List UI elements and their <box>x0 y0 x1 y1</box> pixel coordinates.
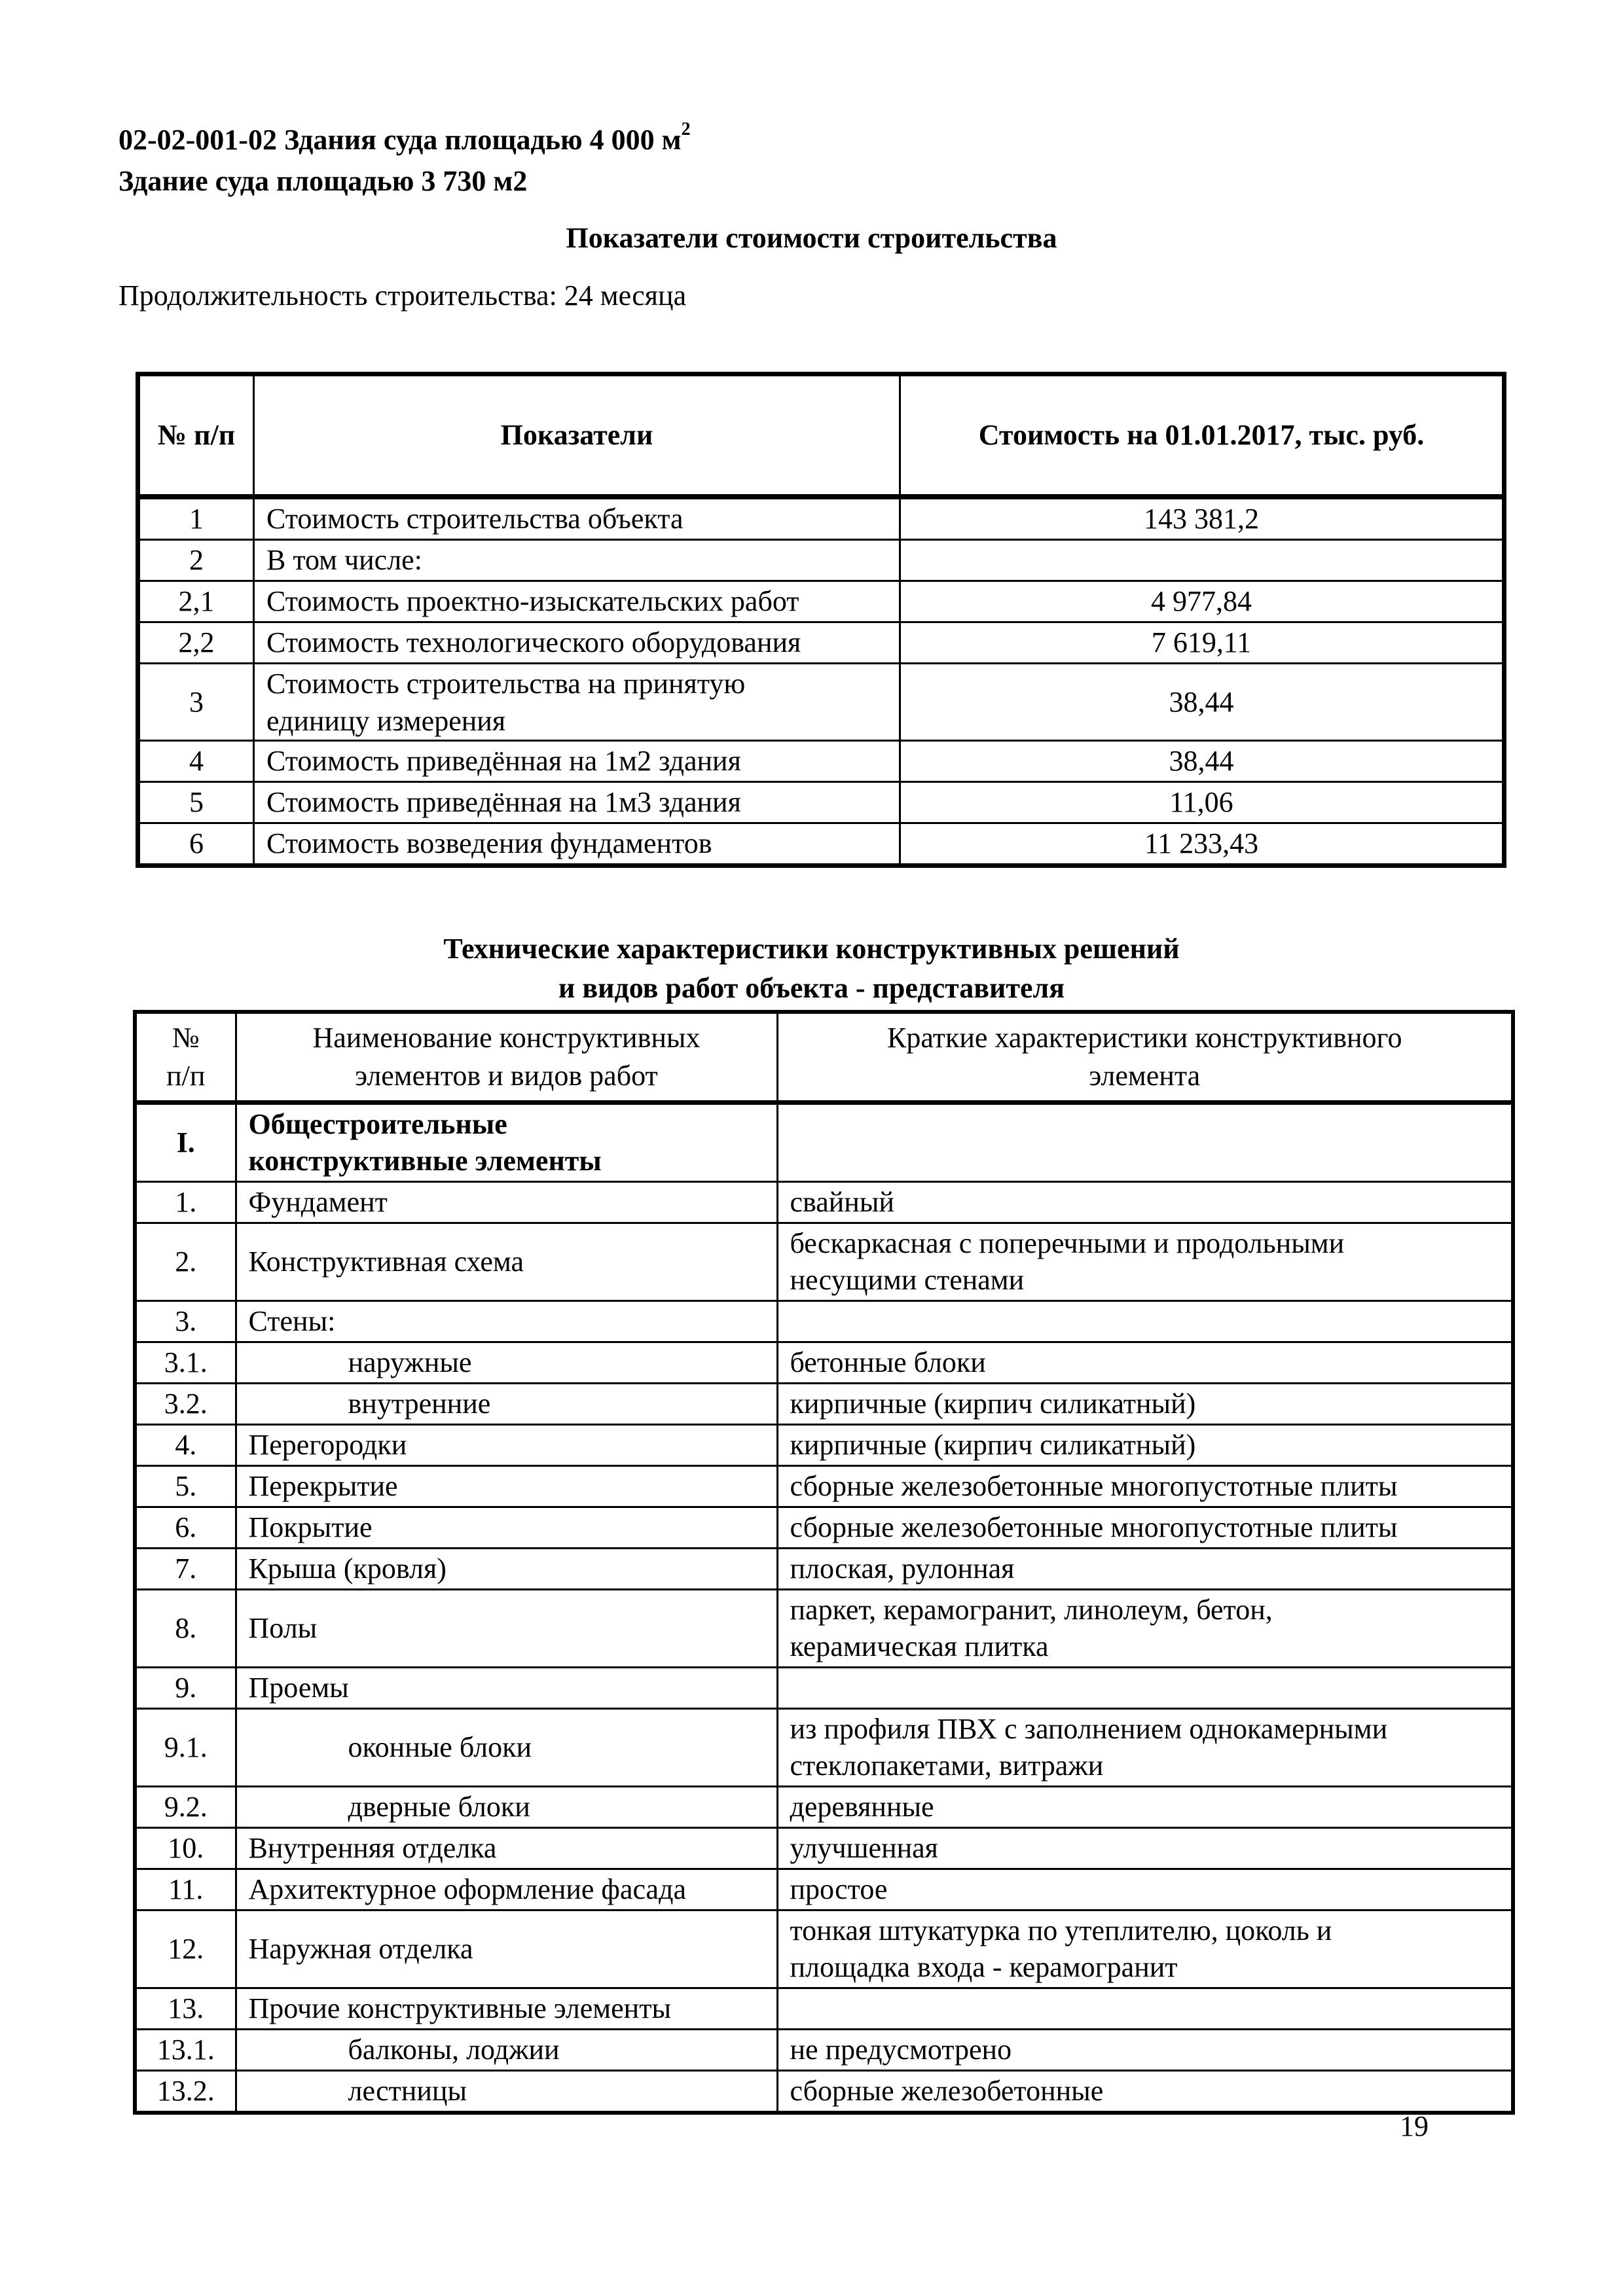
row-element-name: внутренние <box>236 1384 777 1425</box>
section-title-cost: Показатели стоимости строительства <box>566 222 1057 254</box>
row-label: Стоимость приведённая на 1м3 здания <box>254 782 900 823</box>
row-num: 6. <box>135 1507 236 1549</box>
row-num: 1. <box>135 1182 236 1223</box>
column-header-num: № п/п <box>138 374 254 497</box>
row-description <box>777 1103 1513 1182</box>
row-element-name: Наружная отделка <box>236 1910 777 1988</box>
row-description: свайный <box>777 1182 1513 1223</box>
table-row <box>138 664 1504 741</box>
row-element-name: Стены: <box>236 1301 777 1342</box>
table-row <box>138 540 1504 581</box>
column-header-num <box>135 1012 236 1103</box>
column-header-desc-line: элемента <box>1089 1060 1201 1092</box>
row-value: 38,44 <box>900 664 1504 741</box>
row-element-name-line: конструктивные элементы <box>248 1145 602 1177</box>
row-description-line: тонкая штукатурка по утеплителю, цоколь и <box>790 1914 1332 1946</box>
column-header-desc-line: Краткие характеристики конструктивного <box>887 1022 1402 1054</box>
table-row <box>138 497 1504 540</box>
row-label: Стоимость возведения фундаментов <box>254 823 900 866</box>
row-description-line: несущими стенами <box>790 1264 1025 1296</box>
row-description <box>777 1988 1513 2030</box>
row-num: 3.1. <box>135 1342 236 1384</box>
row-num: 4. <box>135 1425 236 1466</box>
row-description: сборные железобетонные многопустотные плиты <box>777 1507 1513 1549</box>
row-description-line: площадка входа - керамогранит <box>790 1951 1178 1983</box>
row-description: бетонные блоки <box>777 1342 1513 1384</box>
row-num: 3.2. <box>135 1384 236 1425</box>
table-row <box>135 1466 1513 1507</box>
row-description: улучшенная <box>777 1828 1513 1869</box>
column-header-cost: Стоимость на 01.01.2017, тыс. руб. <box>900 374 1504 497</box>
table-row <box>135 2071 1513 2113</box>
row-num: 13. <box>135 1988 236 2030</box>
row-description: плоская, рулонная <box>777 1549 1513 1590</box>
document-subtitle: Здание суда площадью 3 730 м2 <box>119 165 528 197</box>
row-num: 12. <box>135 1910 236 1988</box>
row-element-name-line: Общестроительные <box>248 1108 507 1140</box>
row-num: 7. <box>135 1549 236 1590</box>
row-element-name: Конструктивная схема <box>236 1223 777 1301</box>
row-element-name <box>236 1103 777 1182</box>
table-row <box>135 1787 1513 1828</box>
table-row <box>135 1828 1513 1869</box>
table-row <box>138 741 1504 782</box>
row-element-name: Покрытие <box>236 1507 777 1549</box>
row-value: 11 233,43 <box>900 823 1504 866</box>
row-num: 10. <box>135 1828 236 1869</box>
table-row <box>138 823 1504 866</box>
row-num: 3. <box>135 1301 236 1342</box>
row-value <box>900 540 1504 581</box>
row-value: 38,44 <box>900 741 1504 782</box>
table-row <box>135 1507 1513 1549</box>
table-row <box>135 1103 1513 1182</box>
row-num: 2. <box>135 1223 236 1301</box>
row-description: сборные железобетонные <box>777 2071 1513 2113</box>
row-num: 9.1. <box>135 1709 236 1787</box>
row-value: 7 619,11 <box>900 622 1504 664</box>
row-label-line: Стоимость строительства на принятую <box>266 667 746 700</box>
row-description: сборные железобетонные многопустотные плиты <box>777 1466 1513 1507</box>
table-row <box>138 782 1504 823</box>
row-num: 5 <box>138 782 254 823</box>
row-num: 2,1 <box>138 581 254 622</box>
column-header-name-line: элементов и видов работ <box>355 1060 658 1092</box>
row-num: 13.1. <box>135 2030 236 2071</box>
row-description-line: бескаркасная с поперечными и продольными <box>790 1227 1345 1259</box>
row-element-name: Фундамент <box>236 1182 777 1223</box>
row-description-line: керамическая плитка <box>790 1630 1049 1662</box>
row-element-name: лестницы <box>236 2071 777 2113</box>
construction-duration: Продолжительность строительства: 24 месяца <box>119 279 687 312</box>
row-num: I. <box>135 1103 236 1182</box>
row-element-name: Крыша (кровля) <box>236 1549 777 1590</box>
table-row <box>135 1182 1513 1223</box>
row-description <box>777 1223 1513 1301</box>
document-title: 02-02-001-02 Здания суда площадью 4 000 $м^2$ <box>119 119 691 156</box>
row-description-line: стеклопакетами, витражи <box>790 1749 1104 1782</box>
row-element-name: Перекрытие <box>236 1466 777 1507</box>
column-header-num-line: п/п <box>166 1060 206 1092</box>
table-row <box>135 1988 1513 2030</box>
table-header-row <box>138 374 1504 497</box>
technical-characteristics-table <box>133 1010 1515 2115</box>
table-row <box>135 2030 1513 2071</box>
table-row <box>138 581 1504 622</box>
row-num: 4 <box>138 741 254 782</box>
row-num: 9. <box>135 1668 236 1709</box>
section-title-tech-line1: Технические характеристики конструктивных решений <box>443 933 1180 965</box>
row-num: 2,2 <box>138 622 254 664</box>
row-description <box>777 1668 1513 1709</box>
table-row <box>135 1342 1513 1384</box>
row-label: Стоимость проектно-изыскательских работ <box>254 581 900 622</box>
row-label: В том числе: <box>254 540 900 581</box>
column-header-description <box>777 1012 1513 1103</box>
row-description-line: паркет, керамогранит, линолеум, бетон, <box>790 1594 1273 1626</box>
row-value: 11,06 <box>900 782 1504 823</box>
row-element-name: Прочие конструктивные элементы <box>236 1988 777 2030</box>
row-label <box>254 664 900 741</box>
table-row <box>135 1668 1513 1709</box>
row-num: 6 <box>138 823 254 866</box>
table-row <box>135 1549 1513 1590</box>
row-description <box>777 1910 1513 1988</box>
table-row <box>135 1910 1513 1988</box>
row-description-line: из профиля ПВХ с заполнением однокамерными <box>790 1713 1388 1745</box>
row-element-name: балконы, лоджии <box>236 2030 777 2071</box>
row-description: деревянные <box>777 1787 1513 1828</box>
row-value: 4 977,84 <box>900 581 1504 622</box>
table-row <box>138 622 1504 664</box>
table-row <box>135 1869 1513 1910</box>
row-label-line: единицу измерения <box>266 704 506 737</box>
row-label: Стоимость приведённая на 1м2 здания <box>254 741 900 782</box>
row-num: 13.2. <box>135 2071 236 2113</box>
row-num: 1 <box>138 497 254 540</box>
column-header-indicator: Показатели <box>254 374 900 497</box>
row-element-name: дверные блоки <box>236 1787 777 1828</box>
page-number: 19 <box>1400 2110 1429 2142</box>
row-description <box>777 1301 1513 1342</box>
row-element-name: Архитектурное оформление фасада <box>236 1869 777 1910</box>
cost-indicators-table <box>136 372 1506 868</box>
row-element-name: наружные <box>236 1342 777 1384</box>
superscript-2: 2 <box>681 119 691 139</box>
row-value: 143 381,2 <box>900 497 1504 540</box>
row-num: 5. <box>135 1466 236 1507</box>
table-row <box>135 1709 1513 1787</box>
table-row <box>135 1223 1513 1301</box>
row-description: простое <box>777 1869 1513 1910</box>
row-num: 3 <box>138 664 254 741</box>
row-description <box>777 1709 1513 1787</box>
table-row <box>135 1590 1513 1668</box>
column-header-num-line: № <box>172 1022 200 1054</box>
table-row <box>135 1301 1513 1342</box>
row-label: Стоимость строительства объекта <box>254 497 900 540</box>
row-element-name: Полы <box>236 1590 777 1668</box>
row-label: Стоимость технологического оборудования <box>254 622 900 664</box>
column-header-name-line: Наименование конструктивных <box>312 1022 701 1054</box>
row-element-name: оконные блоки <box>236 1709 777 1787</box>
row-element-name: Внутренняя отделка <box>236 1828 777 1869</box>
row-element-name: Проемы <box>236 1668 777 1709</box>
section-title-tech-line2: и видов работ объекта - представителя <box>558 972 1065 1004</box>
table-header-row <box>135 1012 1513 1103</box>
row-description: кирпичные (кирпич силикатный) <box>777 1384 1513 1425</box>
section-title-tech <box>0 929 1623 1008</box>
row-num: 2 <box>138 540 254 581</box>
row-num: 11. <box>135 1869 236 1910</box>
row-num: 8. <box>135 1590 236 1668</box>
row-description: не предусмотрено <box>777 2030 1513 2071</box>
row-description <box>777 1590 1513 1668</box>
row-description: кирпичные (кирпич силикатный) <box>777 1425 1513 1466</box>
row-num: 9.2. <box>135 1787 236 1828</box>
row-element-name: Перегородки <box>236 1425 777 1466</box>
table-row <box>135 1384 1513 1425</box>
column-header-element-name <box>236 1012 777 1103</box>
table-row <box>135 1425 1513 1466</box>
